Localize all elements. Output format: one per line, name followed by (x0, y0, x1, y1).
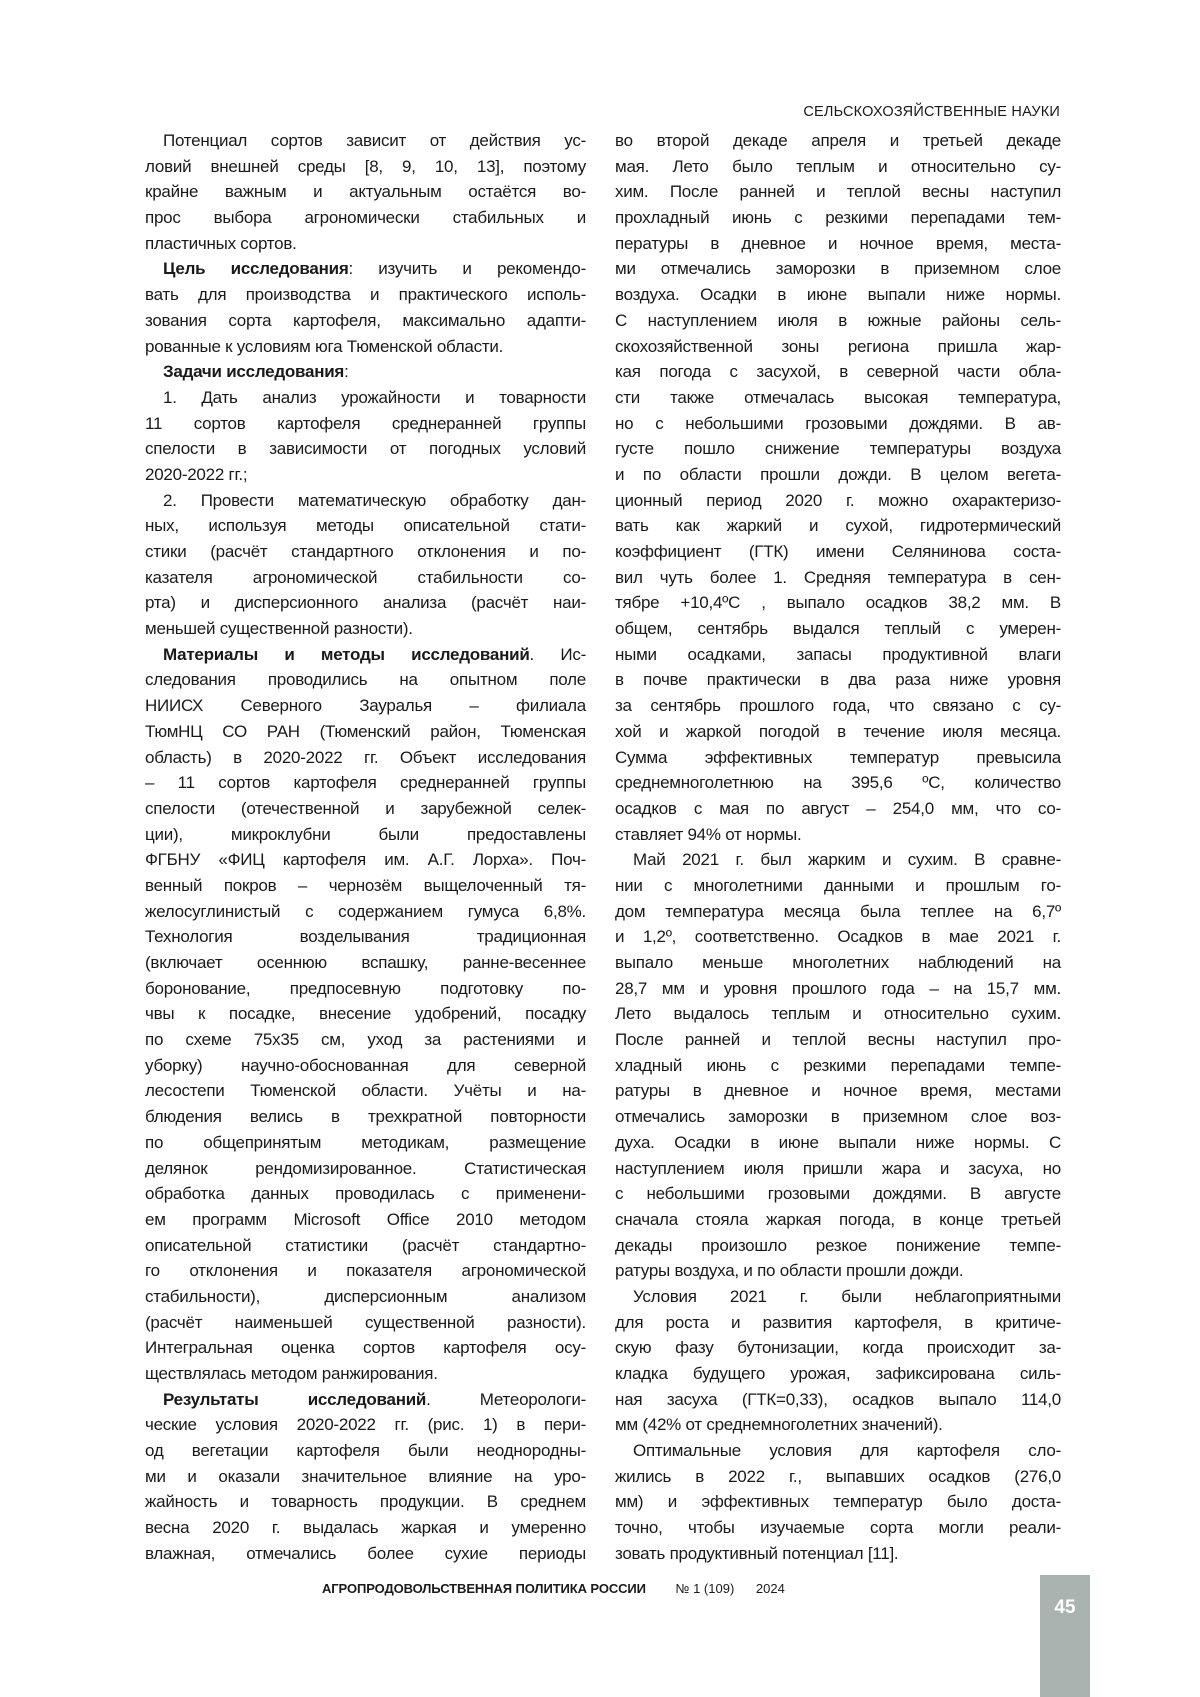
text-line (145, 436, 586, 462)
text-line (615, 1258, 1061, 1284)
text-line (145, 256, 586, 282)
line-text: область) в 2020-2022 гг. Объект исследования (145, 748, 586, 767)
line-text: мм) и эффективных температур было доста- (615, 1492, 1061, 1511)
line-text: жились в 2022 г., выпавших осадков (276,0 (615, 1467, 1061, 1486)
line-text: рта) и дисперсионного анализа (расчёт наи- (145, 593, 586, 612)
line-text: вать для производства и практического исполь- (145, 285, 586, 304)
line-text: ем программ Microsoft Office 2010 методом (145, 1210, 586, 1229)
text-line (145, 590, 586, 616)
text-line (145, 693, 586, 719)
line-text: прохладный июнь с резкими перепадами тем- (615, 208, 1061, 227)
text-line (615, 154, 1061, 180)
line-text: ческие условия 2020-2022 гг. (рис. 1) в пери- (145, 1415, 586, 1434)
line-text: зования сорта картофеля, максимально адапти- (145, 311, 586, 330)
footer (322, 1581, 785, 1596)
right-column (615, 128, 1061, 1567)
line-text: . Метеорологи- (426, 1390, 586, 1409)
line-text: ществлялась методом ранжирования. (145, 1364, 438, 1383)
text-line (145, 1515, 586, 1541)
line-text: ными осадками, запасы продуктивной влаги (615, 645, 1061, 664)
text-line (145, 1335, 586, 1361)
line-text: декады произошло резкое понижение темпе- (615, 1236, 1061, 1255)
line-text: . Ис- (530, 645, 586, 664)
text-line (145, 513, 586, 539)
text-line (615, 1489, 1061, 1515)
line-text: НИИСХ Северного Зауралья – филиала (145, 696, 586, 715)
line-text: Май 2021 г. был жарким и сухим. В сравне- (633, 850, 1061, 869)
text-line (145, 1412, 586, 1438)
line-text: тябре +10,4ºС , выпало осадков 38,2 мм. В (615, 593, 1061, 612)
line-text: осадков с мая по август – 254,0 мм, что со- (615, 799, 1061, 818)
line-text: уборку) научно-обоснованная для северной (145, 1056, 586, 1075)
text-line (145, 950, 586, 976)
text-line (145, 822, 586, 848)
text-line (615, 899, 1061, 925)
text-line (615, 642, 1061, 668)
running-head-section: СЕЛЬСКОХОЗЯЙСТВЕННЫЕ НАУКИ (803, 104, 1060, 120)
text-line (145, 1104, 586, 1130)
text-line (615, 770, 1061, 796)
line-text: прос выбора агрономически стабильных и (145, 208, 586, 227)
line-text: по схеме 75х35 см, уход за растениями и (145, 1030, 586, 1049)
line-text: скую фазу бутонизации, когда происходит за- (615, 1338, 1061, 1357)
text-line (615, 1335, 1061, 1361)
text-line (145, 976, 586, 1002)
text-line (145, 231, 586, 257)
page-number: 45 (1040, 1597, 1090, 1619)
text-line (615, 1130, 1061, 1156)
line-text: Оптимальные условия для картофеля сло- (633, 1441, 1061, 1460)
text-line (615, 1387, 1061, 1413)
line-text: воздуха. Осадки в июне выпали ниже нормы. (615, 285, 1061, 304)
text-line (145, 1489, 586, 1515)
text-line (615, 1156, 1061, 1182)
line-text: венный покров – чернозём выщелоченный тя- (145, 876, 586, 895)
text-line (615, 590, 1061, 616)
text-line (615, 1438, 1061, 1464)
line-text: в почве практически в два раза ниже уровня (615, 670, 1061, 689)
line-text: сначала стояла жаркая погода, в конце третьей (615, 1210, 1061, 1229)
text-line (615, 1104, 1061, 1130)
bold-heading: Результаты исследований (163, 1390, 426, 1409)
line-text: кая погода с засухой, в северной части обла- (615, 362, 1061, 381)
line-text: 11 сортов картофеля среднеранней группы (145, 414, 586, 433)
text-line (145, 847, 586, 873)
line-text: ми отмечались заморозки в приземном слое (615, 259, 1061, 278)
line-text: по общепринятым методикам, размещение (145, 1133, 586, 1152)
text-line (145, 205, 586, 231)
text-line (615, 616, 1061, 642)
line-text: – 11 сортов картофеля среднеранней группы (145, 773, 586, 792)
line-text: спелости (отечественной и зарубежной селек- (145, 799, 586, 818)
text-line (145, 1053, 586, 1079)
text-line (615, 976, 1061, 1002)
line-text: хим. После ранней и теплой весны наступил (615, 182, 1061, 201)
text-line (145, 1284, 586, 1310)
line-text: С наступлением июля в южные районы сель- (615, 311, 1061, 330)
text-line (615, 1412, 1061, 1438)
text-line (615, 1541, 1061, 1567)
line-text: ми и оказали значительное влияние на уро- (145, 1467, 586, 1486)
line-text: отмечались заморозки в приземном слое воз- (615, 1107, 1061, 1126)
line-text: и по области прошли дожди. В целом вегета- (615, 465, 1061, 484)
text-line (615, 411, 1061, 437)
text-line (615, 179, 1061, 205)
line-text: боронование, предпосевную подготовку по- (145, 979, 586, 998)
line-text: ная засуха (ГТК=0,33), осадков выпало 114,0 (615, 1390, 1061, 1409)
text-line (145, 385, 586, 411)
text-line (145, 616, 586, 642)
line-text: лесостепи Тюменской области. Учёты и на- (145, 1081, 586, 1100)
line-text: делянок рендомизированное. Статистическая (145, 1159, 586, 1178)
line-text: весна 2020 г. выдалась жаркая и умеренно (145, 1518, 586, 1537)
line-text: Интегральная оценка сортов картофеля осу- (145, 1338, 586, 1357)
text-line (615, 128, 1061, 154)
line-text: густе пошло снижение температуры воздуха (615, 439, 1061, 458)
line-text: духа. Осадки в июне выпали ниже нормы. С (615, 1133, 1061, 1152)
line-text: крайне важным и актуальным остаётся во- (145, 182, 586, 201)
journal-title: АГРОПРОДОВОЛЬСТВЕННАЯ ПОЛИТИКА РОССИИ (322, 1581, 646, 1596)
line-text: хой и жаркой погодой в течение июля месяца. (615, 722, 1061, 741)
line-text: вать как жаркий и сухой, гидротермический (615, 516, 1061, 535)
text-line (145, 667, 586, 693)
text-line (615, 1027, 1061, 1053)
text-line (145, 1464, 586, 1490)
text-line (145, 411, 586, 437)
line-text: наступлением июля пришли жара и засуха, но (615, 1159, 1061, 1178)
line-text: 1. Дать анализ урожайности и товарности (163, 388, 586, 407)
line-text: ФГБНУ «ФИЦ картофеля им. А.Г. Лорха». Поч- (145, 850, 586, 869)
text-line (615, 539, 1061, 565)
text-line (615, 1310, 1061, 1336)
line-text: Технология возделывания традиционная (145, 927, 586, 946)
text-line (615, 667, 1061, 693)
text-line (615, 1053, 1061, 1079)
text-line (145, 462, 586, 488)
text-line (615, 873, 1061, 899)
text-line (615, 334, 1061, 360)
text-line (145, 1233, 586, 1259)
line-text: пластичных сортов. (145, 234, 297, 253)
line-text: скохозяйственной зоны региона пришла жар- (615, 337, 1061, 356)
text-line (145, 1156, 586, 1182)
text-line (615, 282, 1061, 308)
text-line (615, 231, 1061, 257)
line-text: коэффициент (ГТК) имени Селянинова соста- (615, 542, 1061, 561)
text-line (145, 873, 586, 899)
text-line (615, 256, 1061, 282)
text-line (615, 1078, 1061, 1104)
line-text: нии с многолетними данными и прошлым го- (615, 876, 1061, 895)
line-text: за сентябрь прошлого года, что связано с су- (615, 696, 1061, 715)
line-text: ратуры в дневное и ночное время, местами (615, 1081, 1061, 1100)
line-text: точно, чтобы изучаемые сорта могли реали- (615, 1518, 1061, 1537)
line-text: выпало меньше многолетних наблюдений на (615, 953, 1061, 972)
text-line (615, 1207, 1061, 1233)
text-line (145, 539, 586, 565)
page-number-tab (1040, 1575, 1090, 1697)
line-text: и 1,2º, соответственно. Осадков в мае 2021 г. (615, 927, 1061, 946)
line-text: После ранней и теплой весны наступил про- (615, 1030, 1061, 1049)
text-line (145, 1361, 586, 1387)
text-line (145, 1387, 586, 1413)
text-line (615, 693, 1061, 719)
text-line (615, 822, 1061, 848)
text-line (145, 359, 586, 385)
line-text: ТюмНЦ СО РАН (Тюменский район, Тюменская (145, 722, 586, 741)
line-text: казателя агрономической стабильности со- (145, 568, 586, 587)
text-line (145, 334, 586, 360)
line-text: мм (42% от среднемноголетних значений). (615, 1415, 943, 1434)
text-line (145, 282, 586, 308)
text-line (615, 488, 1061, 514)
line-text: Лето выдалось теплым и относительно сухим. (615, 1004, 1061, 1023)
line-text: блюдения велись в трехкратной повторности (145, 1107, 586, 1126)
text-line (145, 899, 586, 925)
bold-heading: Задачи исследования (163, 362, 344, 381)
line-text: ных, используя методы описательной стати- (145, 516, 586, 535)
line-text: во второй декаде апреля и третьей декаде (615, 131, 1061, 150)
bold-heading: Цель исследования (163, 259, 349, 278)
line-text: общем, сентябрь выдался теплый с умерен- (615, 619, 1061, 638)
text-line (615, 565, 1061, 591)
text-line (145, 924, 586, 950)
line-text: но с небольшими грозовыми дождями. В ав- (615, 414, 1061, 433)
text-line (615, 924, 1061, 950)
text-line (145, 179, 586, 205)
line-text: мая. Лето было теплым и относительно су- (615, 157, 1061, 176)
text-line (615, 1361, 1061, 1387)
text-line (145, 1027, 586, 1053)
line-text: ратуры воздуха, и по области прошли дожди. (615, 1261, 963, 1280)
line-text: для роста и развития картофеля, в критиче- (615, 1313, 1061, 1332)
text-line (615, 1181, 1061, 1207)
line-text: Сумма эффективных температур превысила (615, 748, 1061, 767)
line-text: описательной статистики (расчёт стандартно- (145, 1236, 586, 1255)
text-line (145, 1258, 586, 1284)
line-text: среднемноголетнюю на 395,6 ºС, количество (615, 773, 1061, 792)
text-line (615, 436, 1061, 462)
line-text: (включает осеннюю вспашку, ранне-весеннее (145, 953, 586, 972)
line-text: сти также отмечалась высокая температура, (615, 388, 1061, 407)
line-text: стабильности), дисперсионным анализом (145, 1287, 586, 1306)
line-text: кладка будущего урожая, зафиксирована силь- (615, 1364, 1061, 1383)
text-line (615, 205, 1061, 231)
line-text: жайность и товарность продукции. В среднем (145, 1492, 586, 1511)
line-text: ловий внешней среды [8, 9, 10, 13], поэтому (145, 157, 586, 176)
text-line (615, 308, 1061, 334)
text-line (145, 488, 586, 514)
text-line (615, 359, 1061, 385)
text-line (145, 308, 586, 334)
bold-heading: Материалы и методы исследований (163, 645, 530, 664)
text-line (615, 385, 1061, 411)
text-line (145, 1130, 586, 1156)
text-line (145, 1001, 586, 1027)
line-text: рованные к условиям юга Тюменской области. (145, 337, 503, 356)
text-line (615, 1284, 1061, 1310)
line-text: хладный июнь с резкими перепадами темпе- (615, 1056, 1061, 1075)
text-line (615, 950, 1061, 976)
line-text: желосуглинистый с содержанием гумуса 6,8%. (145, 902, 586, 921)
line-text: пературы в дневное и ночное время, места- (615, 234, 1061, 253)
text-line (145, 796, 586, 822)
line-text: ставляет 94% от нормы. (615, 825, 801, 844)
text-line (145, 719, 586, 745)
text-line (145, 745, 586, 771)
text-line (615, 847, 1061, 873)
issue-year: 2024 (756, 1581, 785, 1596)
text-line (615, 513, 1061, 539)
line-text: Условия 2021 г. были неблагоприятными (633, 1287, 1061, 1306)
line-text: дом температура месяца была теплее на 6,7º (615, 902, 1061, 921)
line-text: 2. Провести математическую обработку дан- (163, 491, 586, 510)
text-line (145, 128, 586, 154)
text-line (145, 1181, 586, 1207)
line-text: 2020-2022 гг.; (145, 465, 247, 484)
text-line (615, 1001, 1061, 1027)
line-text: : (344, 362, 348, 381)
text-line (615, 1464, 1061, 1490)
line-text: 28,7 мм и уровня прошлого года – на 15,7 мм. (615, 979, 1061, 998)
text-line (145, 642, 586, 668)
text-line (615, 796, 1061, 822)
line-text: обработка данных проводилась с применени- (145, 1184, 586, 1203)
line-text: ционный период 2020 г. можно охарактеризо- (615, 491, 1061, 510)
line-text: : изучить и рекомендо- (349, 259, 587, 278)
line-text: следования проводились на опытном поле (145, 670, 586, 689)
issue-number: № 1 (109) (676, 1581, 735, 1596)
line-text: Потенциал сортов зависит от действия ус- (163, 131, 586, 150)
line-text: од вегетации картофеля были неоднородны- (145, 1441, 586, 1460)
text-line (145, 1541, 586, 1567)
line-text: влажная, отмечались более сухие периоды (145, 1544, 586, 1563)
text-line (145, 1438, 586, 1464)
text-line (615, 462, 1061, 488)
text-line (615, 1515, 1061, 1541)
line-text: (расчёт наименьшей существенной разности). (145, 1313, 586, 1332)
text-line (615, 719, 1061, 745)
line-text: меньшей существенной разности). (145, 619, 413, 638)
text-line (145, 565, 586, 591)
line-text: чвы к посадке, внесение удобрений, посадку (145, 1004, 586, 1023)
text-line (145, 770, 586, 796)
text-line (145, 1207, 586, 1233)
line-text: ции), микроклубни были предоставлены (145, 825, 586, 844)
text-line (615, 1233, 1061, 1259)
line-text: стики (расчёт стандартного отклонения и по- (145, 542, 586, 561)
line-text: с небольшими грозовыми дождями. В августе (615, 1184, 1061, 1203)
line-text: зовать продуктивный потенциал [11]. (615, 1544, 898, 1563)
text-line (615, 745, 1061, 771)
left-column (145, 128, 586, 1567)
text-line (145, 1310, 586, 1336)
line-text: го отклонения и показателя агрономической (145, 1261, 586, 1280)
line-text: вил чуть более 1. Средняя температура в сен- (615, 568, 1061, 587)
text-line (145, 1078, 586, 1104)
line-text: спелости в зависимости от погодных условий (145, 439, 586, 458)
text-line (145, 154, 586, 180)
